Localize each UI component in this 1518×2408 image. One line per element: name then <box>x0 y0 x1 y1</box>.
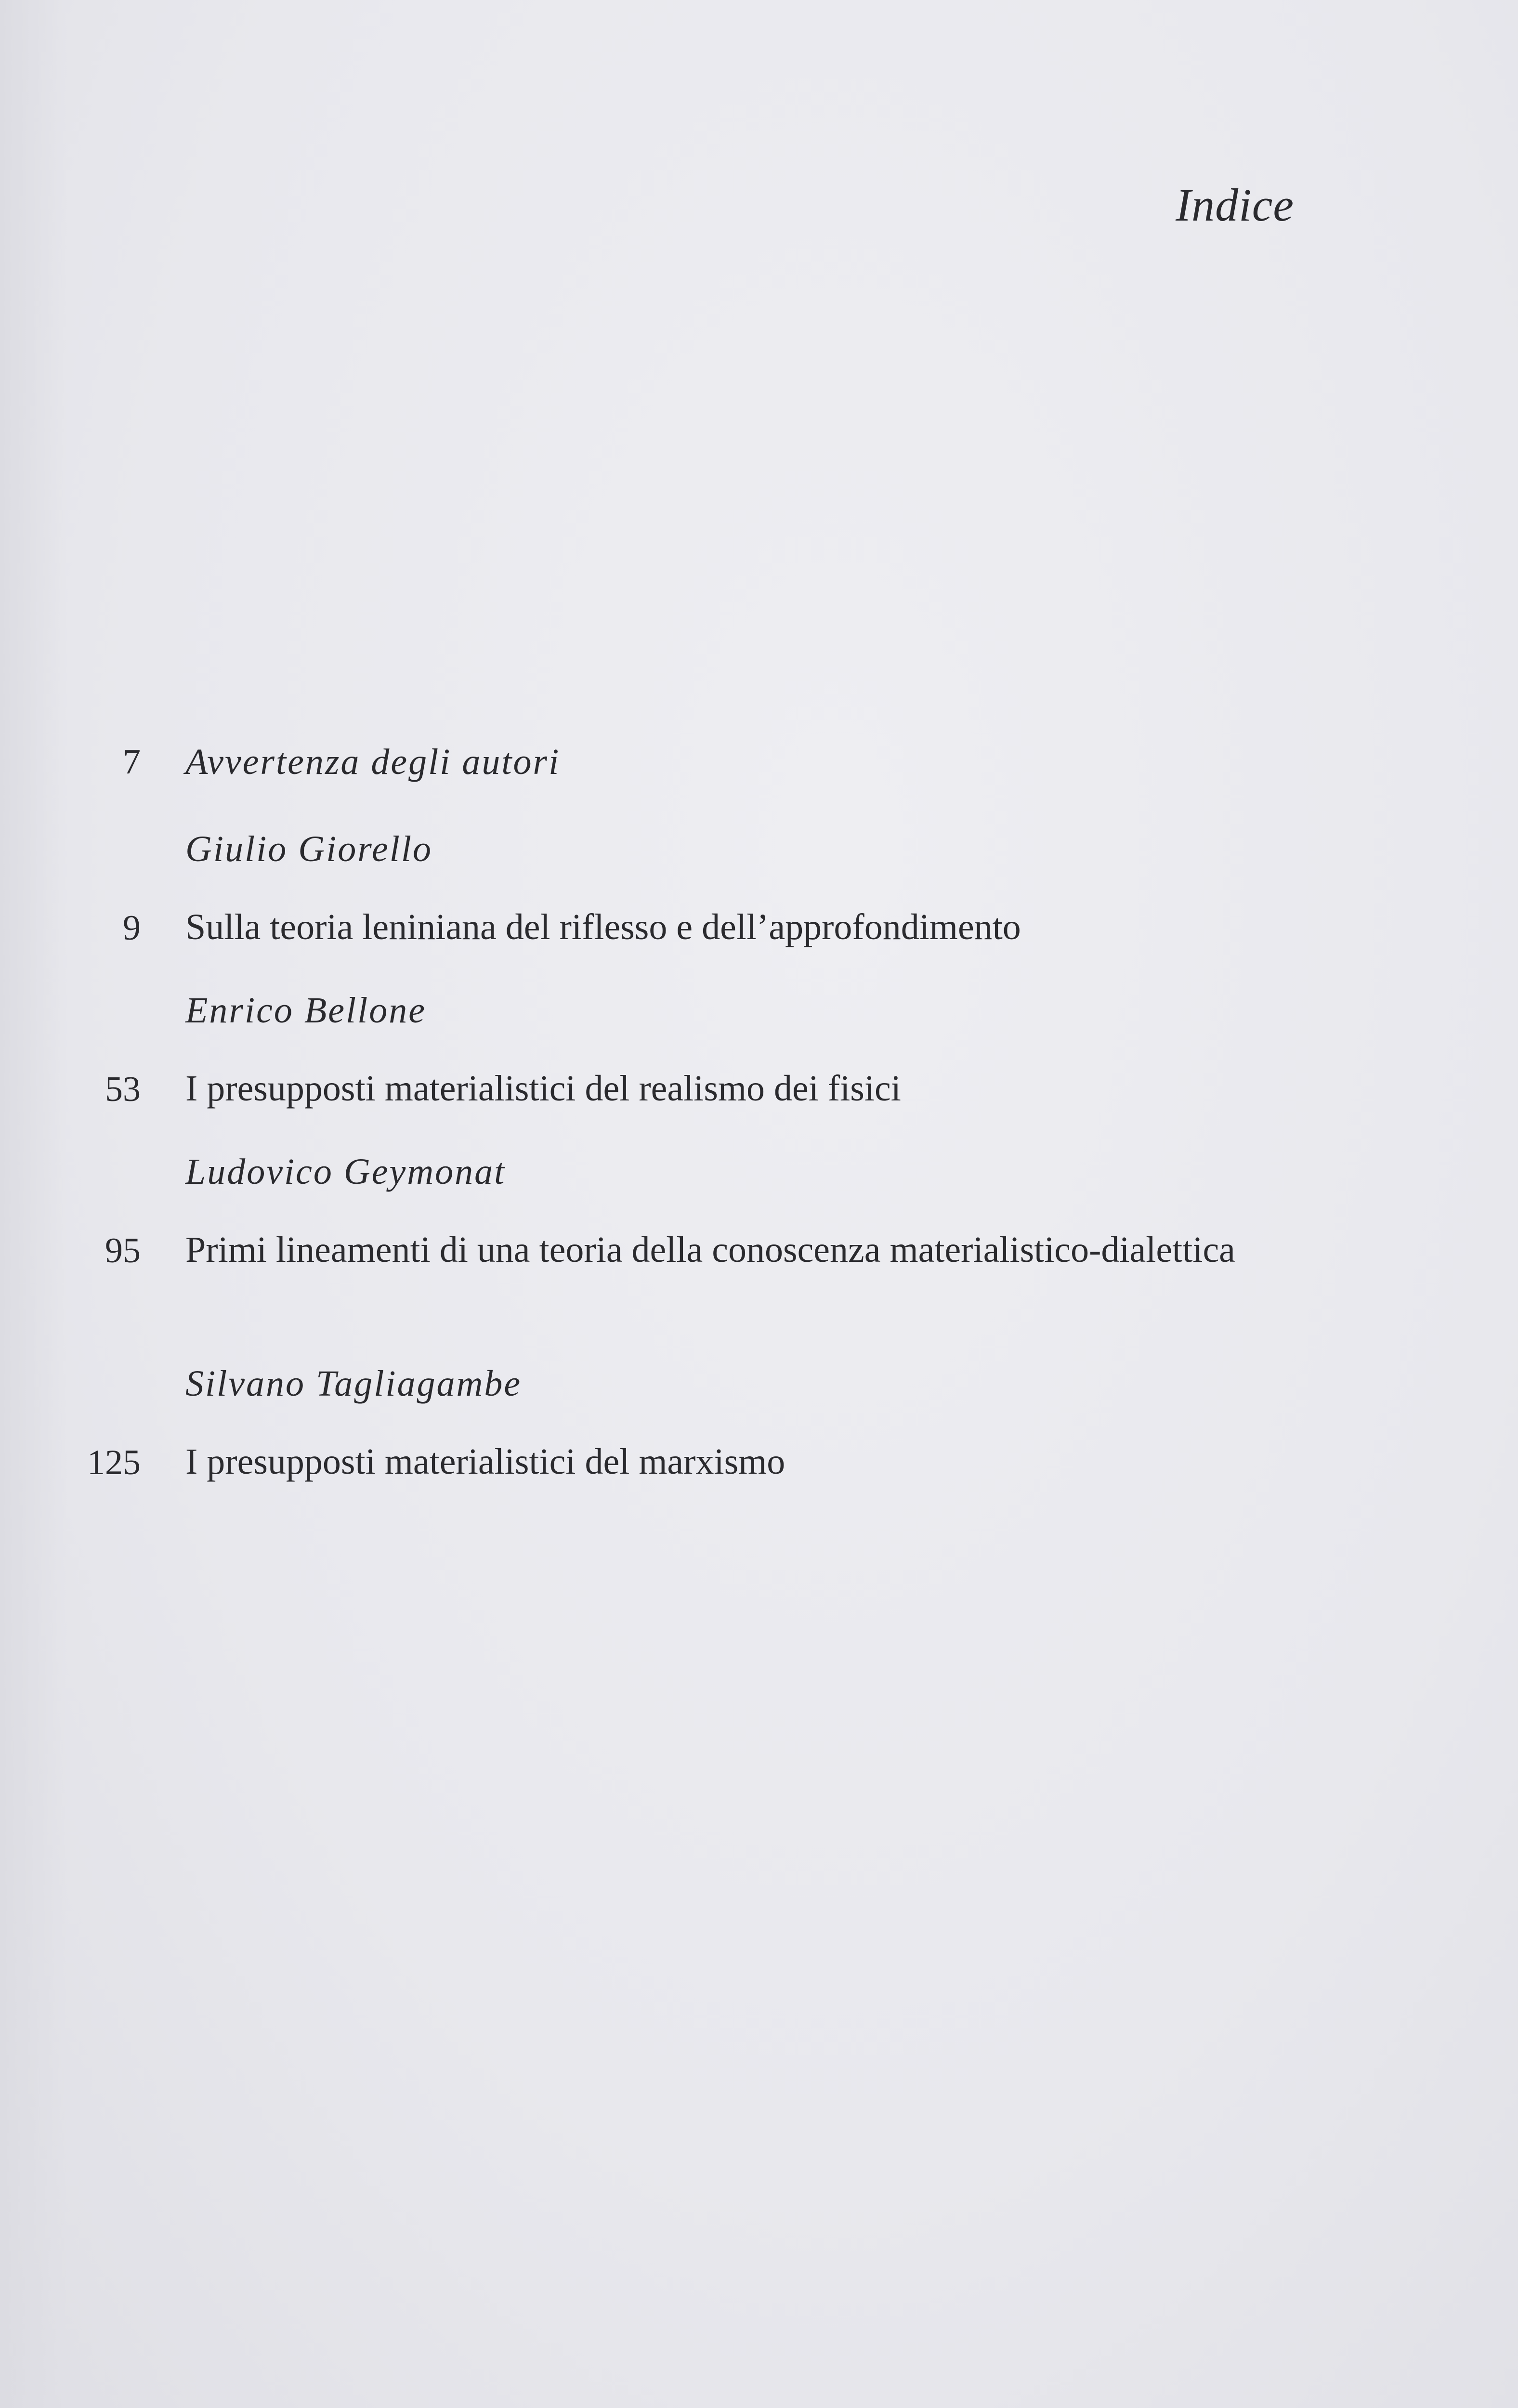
toc-author: Silvano Tagliagambe <box>185 1363 522 1404</box>
page-title: Indice <box>1176 179 1294 231</box>
toc-author: Giulio Giorello <box>185 829 432 869</box>
toc-page-number: 95 <box>105 1231 141 1270</box>
toc-author: Enrico Bellone <box>185 990 426 1031</box>
toc-page-number: 7 <box>123 742 141 782</box>
toc-entry-title: Sulla teoria leniniana del riflesso e dell’approfondimento <box>185 907 1021 947</box>
toc-entry-title: Avvertenza degli autori <box>185 742 561 782</box>
toc-author: Ludovico Geymonat <box>185 1152 506 1192</box>
toc-page-number: 125 <box>87 1443 141 1482</box>
toc-page-number: 9 <box>123 908 141 948</box>
toc-entry-title: Primi lineamenti di una teoria della conoscenza materialistico-dialettica <box>185 1230 1235 1270</box>
toc-entry-title: I presupposti materialistici del marxismo <box>185 1441 785 1482</box>
toc-entry-title: I presupposti materialistici del realismo dei fisici <box>185 1068 901 1109</box>
toc-page-number: 53 <box>105 1070 141 1109</box>
